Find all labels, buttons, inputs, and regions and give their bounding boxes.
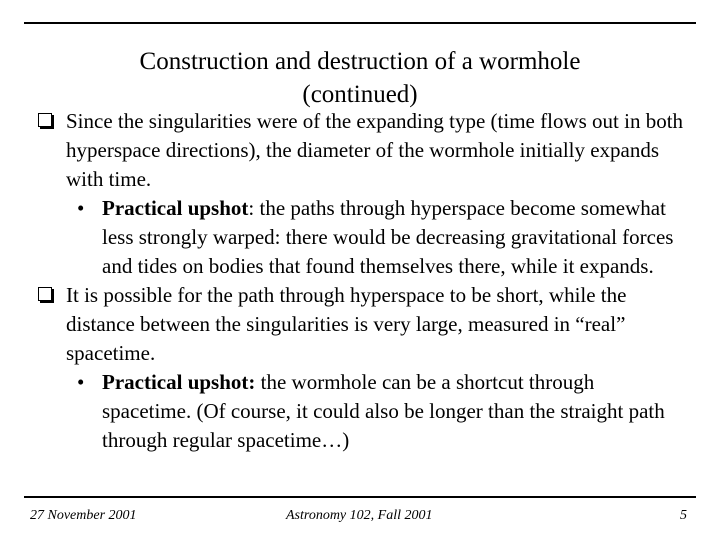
item-label: Practical upshot <box>102 196 249 220</box>
checkbox-bullet-icon <box>38 113 52 127</box>
sub-list-item <box>38 194 688 281</box>
footer-course: Astronomy 102, Fall 2001 <box>286 508 433 523</box>
sub-list-item <box>38 368 688 455</box>
list-item <box>38 107 688 194</box>
title-line-1: Construction and destruction of a wormhole <box>139 47 581 75</box>
top-rule <box>24 22 696 24</box>
footer-page-number: 5 <box>680 508 687 523</box>
title-line-2: (continued) <box>302 80 418 108</box>
item-label: Practical upshot: <box>102 370 256 394</box>
item-text: : the paths through hyperspace become somewhat less strongly warped: there would be decreasing gravitational forces and tides on bodies that found themselves there, while it expands. <box>102 196 674 278</box>
slide-title <box>24 45 696 111</box>
item-text: the wormhole can be a shortcut through spacetime. (Of course, it could also be longer than the straight path through regular spacetime…) <box>102 370 665 452</box>
bullet-dot-icon: • <box>77 370 85 394</box>
slide-body <box>38 107 688 455</box>
list-item <box>38 281 688 368</box>
bullet-dot-icon: • <box>77 196 85 220</box>
checkbox-bullet-icon <box>38 287 52 301</box>
bottom-rule <box>24 496 696 498</box>
item-text: Since the singularities were of the expanding type (time flows out in both hyperspace directions), the diameter of the wormhole initially expands with time. <box>66 109 684 191</box>
footer-date: 27 November 2001 <box>30 508 137 523</box>
item-text: It is possible for the path through hyperspace to be short, while the distance between the singularities is very large, measured in “real” spacetime. <box>66 283 627 365</box>
